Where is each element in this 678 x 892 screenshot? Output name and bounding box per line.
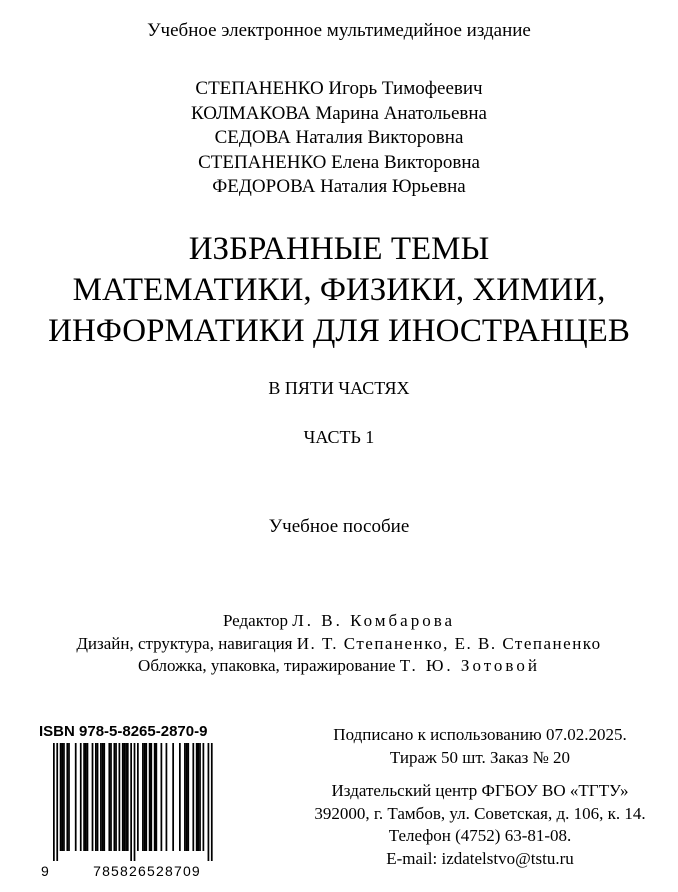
barcode-bar [155,743,157,851]
barcode-bar [208,743,210,861]
parts-note: В ПЯТИ ЧАСТЯХ [268,378,410,398]
barcode-bar [115,743,117,851]
barcode-bar [137,743,139,851]
barcode-bar [186,743,188,851]
publication-block [282,724,678,769]
barcode-bar [110,743,112,851]
barcode-bar [60,743,62,851]
barcode-bar [125,743,127,851]
credit-row [0,610,678,633]
author-name: СЕДОВА Наталия Викторовна [214,127,464,148]
barcode-bar [100,743,102,851]
edition-type: Учебное электронное мультимедийное издание [147,20,531,41]
barcode-bar [166,743,168,851]
author-name: СТЕПАНЕНКО Игорь Тимофеевич [195,78,483,99]
book-title [0,229,678,352]
barcode-bar [127,743,129,851]
barcode-bar [192,743,194,851]
barcode-bar [145,743,147,851]
publisher-phone: Телефон (4752) 63-81-08. [388,826,572,845]
barcode-bar [102,743,104,851]
credit-names: Т. Ю. Зотовой [399,656,540,675]
barcode-bar [150,743,152,851]
barcode-bar [113,743,115,851]
barcode-bar [103,743,105,851]
author-name: СТЕПАНЕНКО Елена Викторовна [198,151,480,173]
barcode-bar [134,743,136,861]
barcode-bar [108,743,110,851]
authors-list [0,77,678,200]
barcode-bar [211,743,213,861]
barcode-bar [53,743,55,861]
title-line: ИНФОРМАТИКИ ДЛЯ ИНОСТРАНЦЕВ [48,313,630,349]
barcode-bar [97,743,99,851]
barcode-bar [85,743,87,851]
credit-row [0,655,678,678]
publisher-address: 392000, г. Тамбов, ул. Советская, д. 106, к. 14. [314,803,646,823]
barcode-bar [56,743,58,861]
barcode-bar [68,743,70,851]
credit-names: И. Т. Степаненко, Е. В. Степаненко [296,633,602,653]
publisher-block [282,780,678,870]
title-line: МАТЕМАТИКИ, ФИЗИКИ, ХИМИИ, [72,272,606,308]
barcode-bar [187,743,189,851]
title-line: ИЗБРАННЫЕ ТЕМЫ [188,231,490,267]
credits-block [0,610,678,678]
barcode-bar [95,743,97,851]
barcode-bar [196,743,198,851]
barcode-bar [130,743,132,861]
book-kind: Учебное пособие [268,516,410,537]
credit-names: Л. В. Комбарова [292,611,456,630]
barcode-bar [199,743,201,851]
signed-date: Подписано к использованию 07.02.2025. [333,725,627,744]
barcode-bar [144,743,146,851]
barcode-bar [142,743,144,851]
barcode-bar [87,743,89,851]
barcode-bar [122,743,124,851]
part-label: ЧАСТЬ 1 [303,427,375,447]
barcode-digit-first: 9 [41,863,49,879]
credit-role: Обложка, упаковка, тиражирование [138,656,396,675]
barcode-bar [83,743,85,851]
isbn-barcode [39,743,213,879]
barcode-bar [75,743,77,851]
barcode-bar [80,743,82,851]
barcode-bar [197,743,199,851]
publisher-email: E-mail: izdatelstvo@tstu.ru [386,848,574,868]
barcode-bar [154,743,156,851]
barcode-bar [161,743,163,851]
print-run: Тираж 50 шт. Заказ № 20 [389,747,571,767]
barcode-bar [61,743,63,851]
barcode-bar [203,743,205,851]
publisher-name: Издательский центр ФГБОУ ВО «ТГТУ» [331,781,629,800]
credit-row [0,633,678,656]
barcode-digits: 785826528709 [93,863,201,879]
barcode-bar [66,743,68,851]
isbn-label: ISBN 978-5-8265-2870-9 [39,723,208,740]
barcode-bar [124,743,126,851]
barcode-bar [119,743,121,851]
barcode-bar [179,743,181,851]
barcode-bar [149,743,151,851]
author-name: КОЛМАКОВА Марина Анатольевна [191,102,487,124]
barcode-bar [172,743,174,851]
barcode-bar [63,743,65,851]
barcode-bar [184,743,186,851]
credit-role: Редактор [222,611,288,630]
credit-role: Дизайн, структура, навигация [76,633,293,653]
barcode-bar [92,743,94,851]
author-name: ФЕДОРОВА Наталия Юрьевна [212,176,466,197]
